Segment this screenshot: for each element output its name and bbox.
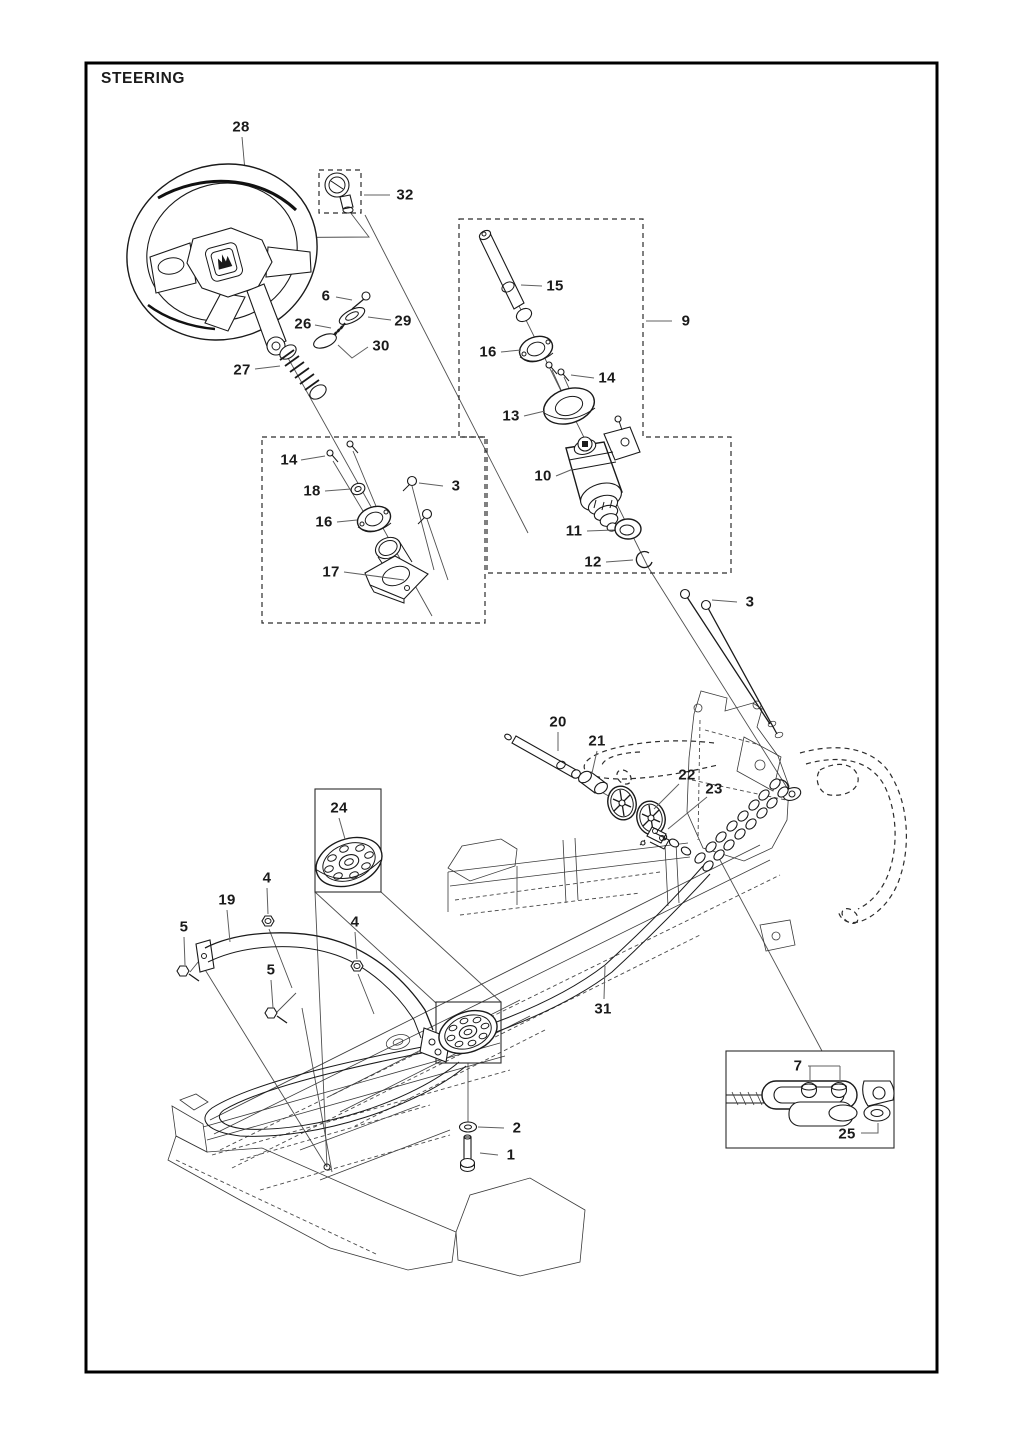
link-pin-a — [802, 1083, 817, 1098]
part-callout-25: 25 — [838, 1125, 856, 1143]
part-callout-19: 19 — [218, 891, 236, 909]
part-callout-7: 7 — [793, 1057, 803, 1075]
part-callout-30: 30 — [372, 337, 390, 355]
page-title: STEERING — [101, 70, 186, 87]
link-pin-b — [832, 1083, 847, 1098]
part-callout-9: 9 — [681, 312, 691, 330]
part-callout-17: 17 — [322, 563, 340, 581]
part-callout-5: 5 — [179, 918, 189, 936]
part-callout-3: 3 — [745, 593, 755, 611]
part-callout-24: 24 — [330, 799, 348, 817]
nut-4b — [351, 961, 363, 971]
part-callout-26: 26 — [294, 315, 312, 333]
part-callout-1: 1 — [506, 1146, 516, 1164]
part-callout-22: 22 — [678, 766, 696, 784]
part-callout-10: 10 — [534, 467, 552, 485]
part-callout-21: 21 — [588, 732, 606, 750]
part-callout-23: 23 — [705, 780, 723, 798]
part-callout-28: 28 — [232, 118, 250, 136]
washer-11 — [615, 519, 641, 539]
part-callout-29: 29 — [394, 312, 412, 330]
part-callout-16: 16 — [315, 513, 333, 531]
part-callout-14: 14 — [598, 369, 616, 387]
part-callout-4: 4 — [262, 869, 272, 887]
part-callout-16: 16 — [479, 343, 497, 361]
nut-4a — [262, 916, 274, 926]
part-callout-11: 11 — [565, 522, 583, 540]
part-callout-12: 12 — [584, 553, 602, 571]
part-callout-6: 6 — [321, 287, 331, 305]
part-callout-2: 2 — [512, 1119, 522, 1137]
part-callout-3: 3 — [451, 477, 461, 495]
part-callout-4: 4 — [350, 913, 360, 931]
part-callout-27: 27 — [233, 361, 251, 379]
part-callout-5: 5 — [266, 961, 276, 979]
part-callout-15: 15 — [546, 277, 564, 295]
part-callout-13: 13 — [502, 407, 520, 425]
part-callout-20: 20 — [549, 713, 567, 731]
part-callout-32: 32 — [396, 186, 414, 204]
part-callout-31: 31 — [594, 1000, 612, 1018]
washer-2 — [460, 1122, 477, 1132]
part-callout-18: 18 — [303, 482, 321, 500]
part-callout-14: 14 — [280, 451, 298, 469]
wheel-spoke-right — [266, 247, 311, 277]
